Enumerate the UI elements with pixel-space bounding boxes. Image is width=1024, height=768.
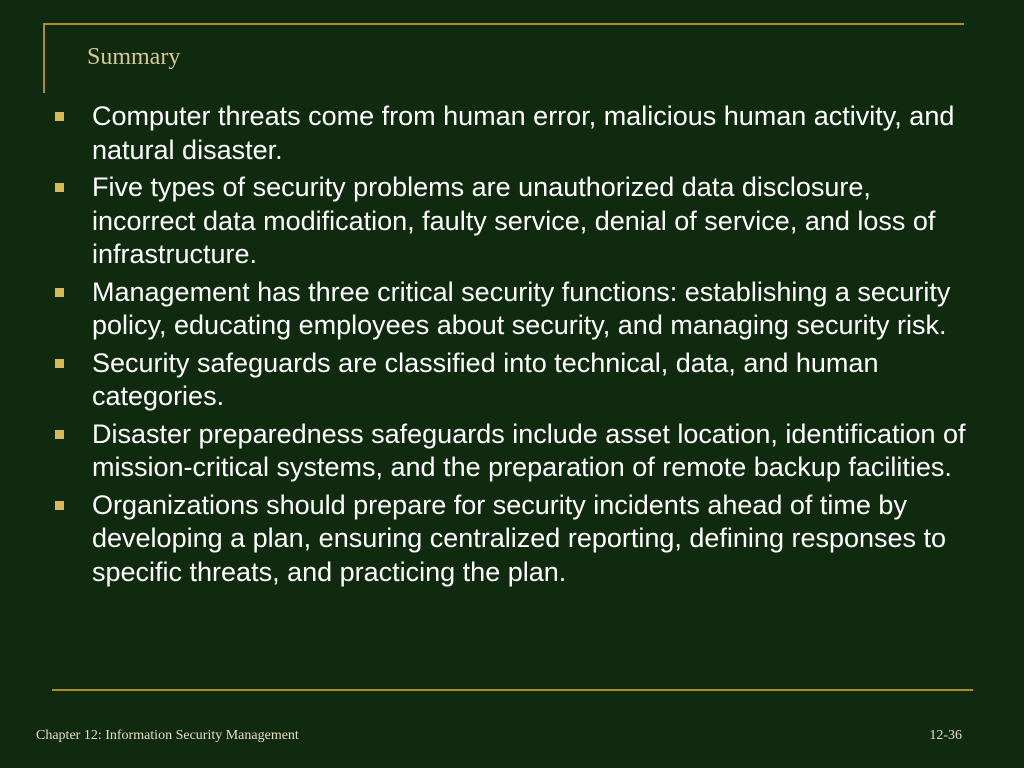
square-bullet-icon — [55, 183, 64, 192]
bullet-list — [50, 100, 980, 593]
bullet-item — [50, 100, 980, 167]
square-bullet-icon — [55, 359, 64, 368]
bullet-text: Computer threats come from human error, malicious human activity, and natural disaster. — [92, 101, 955, 165]
bullet-item — [50, 418, 980, 485]
square-bullet-icon — [55, 112, 64, 121]
square-bullet-icon — [55, 430, 64, 439]
bullet-text: Disaster preparedness safeguards include asset location, identification of mission-critical systems, and the preparation of remote backup facilities. — [92, 418, 966, 482]
footer-divider — [52, 689, 973, 691]
bullet-text: Five types of security problems are unauthorized data disclosure, incorrect data modification, faulty service, denial of service, and loss of infrastructure. — [92, 172, 936, 269]
footer-page-number: 12-36 — [929, 728, 962, 743]
bullet-item — [50, 276, 980, 343]
title-frame-left-rule — [43, 23, 45, 93]
square-bullet-icon — [55, 501, 64, 510]
bullet-text: Security safeguards are classified into technical, data, and human categories. — [92, 347, 879, 411]
bullet-item — [50, 347, 980, 414]
bullet-text: Organizations should prepare for security incidents ahead of time by developing a plan, ensuring centralized reporting, defining responses to specific threats, and practicing the plan. — [92, 489, 947, 587]
footer-chapter-title: Chapter 12: Information Security Management — [36, 728, 299, 743]
bullet-text: Management has three critical security functions: establishing a security policy, educating employees about security, and managing security risk. — [92, 276, 951, 340]
square-bullet-icon — [55, 288, 64, 297]
bullet-item — [50, 171, 980, 272]
title-frame-top-rule — [43, 23, 964, 25]
slide-title: Summary — [87, 44, 181, 70]
bullet-item — [50, 489, 980, 590]
